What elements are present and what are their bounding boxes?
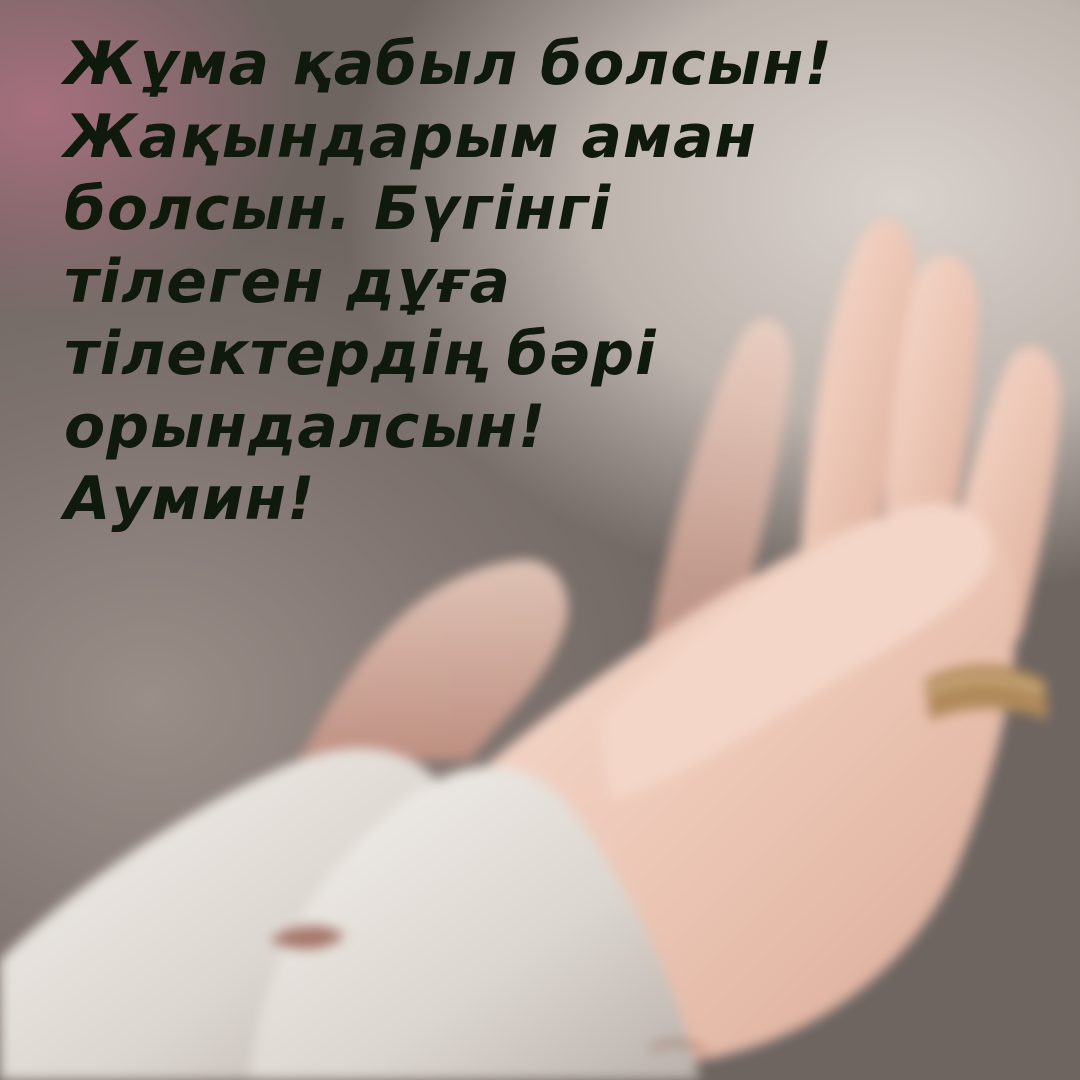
greeting-line-3: болсын. Бүгінгі <box>64 174 612 244</box>
greeting-line-5: тілектердің бәрі <box>64 319 657 389</box>
left-hand <box>300 560 568 760</box>
greeting-line-6: орындалсын! <box>64 391 547 462</box>
greeting-line-7: Аумин! <box>64 464 316 534</box>
greeting-line-1: Жұма қабыл болсын! <box>64 29 833 99</box>
greeting-line-4: тілеген дұға <box>64 246 511 317</box>
greeting-text <box>64 28 964 536</box>
greeting-line-2: Жақындарым аман <box>64 101 757 172</box>
